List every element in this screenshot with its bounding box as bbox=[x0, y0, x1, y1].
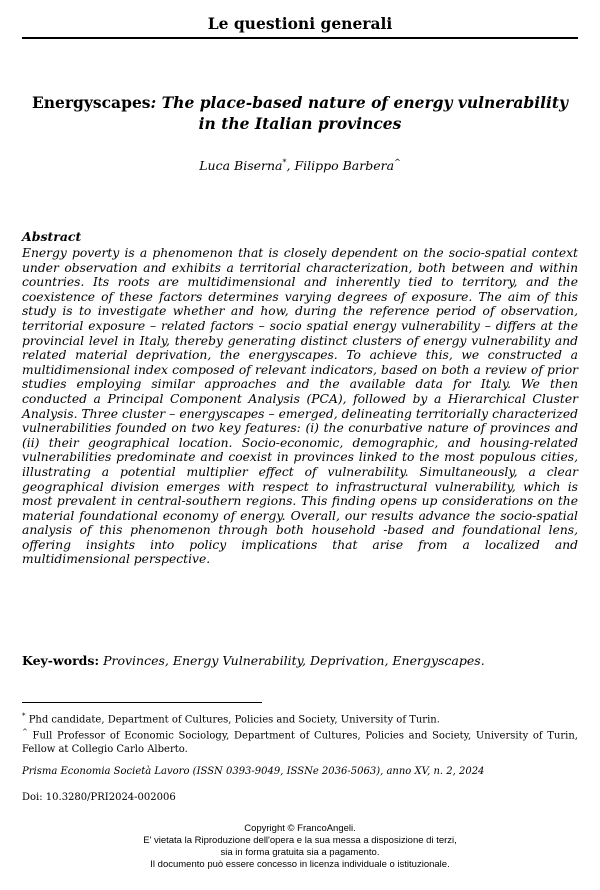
footnote-mark: * bbox=[22, 712, 26, 720]
author-separator: , bbox=[286, 158, 295, 174]
article-title bbox=[22, 92, 578, 134]
author-name: Luca Biserna bbox=[199, 158, 283, 174]
doi: Doi: 10.3280/PRI2024-002006 bbox=[22, 792, 176, 803]
title-subtitle: : The place-based nature of energy vulnerability in the Italian provinces bbox=[150, 93, 569, 133]
header-rule bbox=[22, 37, 578, 39]
copyright-notice bbox=[0, 823, 600, 871]
title-main: Energyscapes bbox=[31, 93, 151, 112]
copyright-line: sia in forma gratuita sia a pagamento. bbox=[220, 847, 380, 858]
running-header: Le questioni generali bbox=[207, 14, 393, 33]
copyright-line: Copyright © FrancoAngeli. bbox=[244, 823, 356, 834]
footnote-text: Phd candidate, Department of Cultures, Policies and Society, University of Turin. bbox=[28, 714, 440, 726]
abstract-heading: Abstract bbox=[22, 229, 82, 244]
author-name: Filippo Barbera bbox=[294, 158, 395, 174]
author-footnote-mark: * bbox=[282, 158, 287, 167]
author-footnote-mark: ^ bbox=[394, 158, 401, 167]
keywords-label: Key-words: bbox=[22, 653, 100, 668]
copyright-line: E' vietata la Riproduzione dell'opera e la sua messa a disposizione di terzi, bbox=[143, 835, 457, 846]
footnote bbox=[22, 710, 578, 726]
footnote-rule bbox=[22, 702, 262, 703]
footnote-mark: ^ bbox=[22, 728, 28, 737]
author-line bbox=[22, 158, 578, 173]
journal-citation: Prisma Economia Società Lavoro (ISSN 0393-9049, ISSNe 2036-5063), anno XV, n. 2, 2024 bbox=[22, 766, 485, 777]
keywords bbox=[22, 653, 485, 668]
abstract-text: Energy poverty is a phenomenon that is closely dependent on the socio-spatial context under observation and exhibits a territorial characterization, both between and within countries. Its roots are multidimensional and inherently tied to territory, and the coexistence of these factors determines varying degrees of exposure. The aim of this study is to investigate whether and how, during the reference period of observation, territorial exposure – related factors – socio spatial energy vulnerability – differs at the provincial level in Italy, thereby generating distinct clusters of energy vulnerability and related material deprivation, the energyscapes. To achieve this, we constructed a multidimensional index composed of relevant indicators, based on both a review of prior studies employing similar approaches and the available data for Italy. We then conducted a Principal Component Analysis (PCA), followed by a Hierarchical Cluster Analysis. Three cluster – energyscapes – emerged, delineating territorially characterized vulnerabilities founded on two key features: (i) the conurbative nature of provinces and (ii) their geographical location. Socio-economic, demographic, and housing-related vulnerabilities predominate and coexist in provinces linked to the most populous cities, illustrating a potential multiplier effect of vulnerability. Simultaneously, a clear geographical division emerges with respect to infrastructural vulnerability, which is most prevalent in central-southern regions. This finding opens up considerations on the material foundational economy of energy. Overall, our results advance the socio-spatial analysis of this phenomenon through both household -based and foundational lens, offering insights into policy implications that arise from a localized and multidimensional perspective. bbox=[22, 246, 578, 567]
copyright-line: Il documento può essere concesso in licenza individuale o istituzionale. bbox=[150, 859, 450, 870]
footnotes bbox=[22, 710, 578, 756]
footnote-text: Full Professor of Economic Sociology, Department of Cultures, Policies and Society, University of Turin, Fellow at Collegio Carlo Alberto. bbox=[22, 730, 578, 755]
keywords-value: Provinces, Energy Vulnerability, Deprivation, Energyscapes. bbox=[103, 653, 485, 668]
footnote bbox=[22, 726, 578, 755]
